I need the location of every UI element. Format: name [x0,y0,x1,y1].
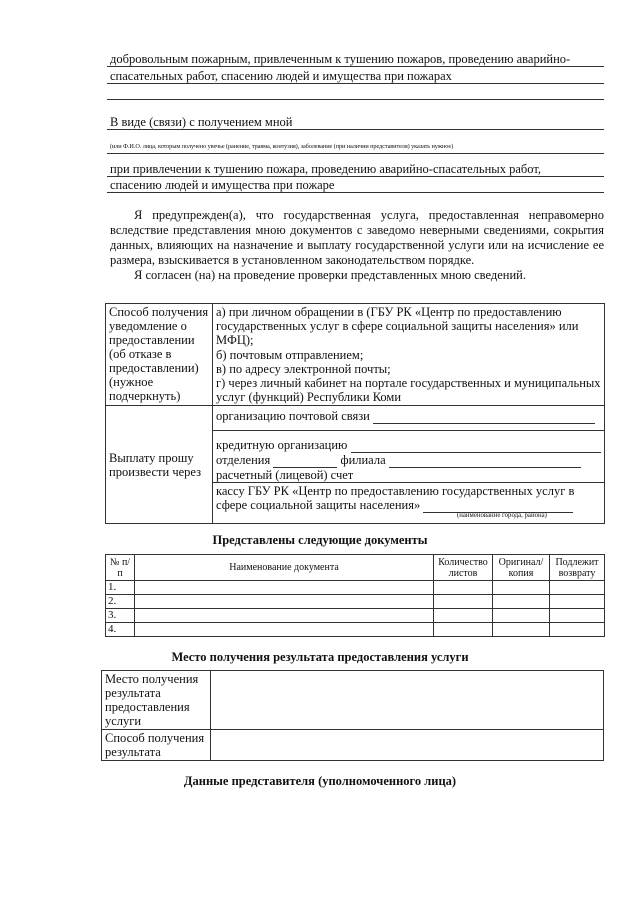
doc-name-cell[interactable] [135,595,434,609]
payment-options-cell [213,406,605,524]
payment-options [213,406,604,523]
docs-col-qty [434,555,493,581]
notify-payment-table [105,303,605,524]
doc-orig-cell[interactable] [493,581,550,595]
warning-paragraph: Я предупрежден(а), что государственная услуга, предоставленная неправомерно вследствие представления мною документов с заведомо неверными сведениями, сокрытия данных, влияющих на назначение и выплату государственной услуги или на исчисление ее размера, взыскивается в установленном законодательством порядке. [110,208,604,267]
payment-cash-label: кассу ГБУ РК «Центр по предоставлению государственных услуг в сфере социальной защиты населения» [216,484,575,512]
payment-account-input[interactable] [356,468,586,483]
payment-label: Выплату прошу произвести через [109,450,202,479]
top-line-1: добровольным пожарным, привлеченным к тушению пожаров, проведению аварийно- [110,52,571,66]
result-method-label: Способ получения результата [105,731,205,759]
doc-qty-cell[interactable] [434,595,493,609]
table-row [106,609,605,623]
payment-branch-a-input[interactable] [273,453,337,468]
row-num: 4. [106,623,135,637]
doc-name-cell[interactable] [135,609,434,623]
row-num: 2. [106,595,135,609]
underline [107,66,604,67]
payment-branch-b-input[interactable] [389,453,581,468]
docs-col-name-label: Наименование документа [229,562,339,573]
notify-label: Способ получения уведомление о предоставлении (об отказе в предоставлении) (нужное подчеркнуть) [109,305,209,403]
notify-option-b[interactable]: б) почтовым отправлением; [216,348,364,362]
docs-col-num [106,555,135,581]
divider [213,430,605,431]
table-row [106,623,605,637]
doc-ret-cell[interactable] [550,581,605,595]
representative-title: Данные представителя (уполномоченного лица) [183,774,457,788]
doc-ret-cell[interactable] [550,595,605,609]
doc-orig-cell[interactable] [493,609,550,623]
payment-branch-b: филиала [340,453,386,467]
payment-credit-input[interactable] [351,438,601,453]
docs-title: Представлены следующие документы [212,533,428,547]
doc-name-cell[interactable] [135,581,434,595]
result-place-label-cell [102,671,211,730]
notify-option-d[interactable]: г) через личный кабинет на портале государственных и муниципальных услуг (функций) Республики Коми [216,376,601,404]
payment-label-cell [106,406,213,524]
result-place-input[interactable] [211,671,604,730]
underline [107,83,604,84]
doc-ret-cell[interactable] [550,623,605,637]
docs-col-orig [493,555,550,581]
payment-postal-label: организацию почтовой связи [216,409,370,423]
doc-name-cell[interactable] [135,623,434,637]
relation-line-1: при привлечении к тушению пожара, проведению аварийно-спасательных работ, [110,162,541,176]
table-row [106,581,605,595]
payment-cash[interactable] [213,483,603,514]
doc-orig-cell[interactable] [493,623,550,637]
underline [107,176,604,177]
notify-option-a[interactable]: а) при личном обращении в (ГБУ РК «Центр по предоставлению государственных услуг в сфере социальной защиты населения» или МФЦ); [216,305,579,347]
payment-postal-input[interactable] [373,409,595,424]
docs-col-ret-label: Подлежит возврату [555,556,599,579]
row-num: 3. [106,609,135,623]
underline [107,192,604,193]
relation-line-2: спасению людей и имущества при пожаре [110,178,335,192]
docs-col-ret [550,555,605,581]
table-row [106,595,605,609]
relation-hint: (или Ф.И.О. лица, которым получено увечье (ранение, травма, контузия), заболевание (при наличии представителя) указать нужное) [110,143,454,150]
payment-cash-hint: (наименование города, района) [457,512,547,519]
result-method-label-cell [102,730,211,761]
doc-qty-cell[interactable] [434,581,493,595]
result-place-label: Место получения результата предоставления услуги [105,672,199,728]
payment-account-label: расчетный (лицевой) счет [216,468,354,482]
payment-branch-a: отделения [216,453,271,467]
relation-label: В виде (связи) с получением мной [110,115,293,129]
blank-line[interactable] [107,153,604,154]
notify-label-cell [106,304,213,406]
docs-col-name [135,555,434,581]
result-title: Место получения результата предоставления услуги [171,650,469,664]
top-line-2: спасательных работ, спасению людей и имущества при пожарах [110,69,452,83]
docs-col-orig-label: Оригинал/ копия [498,556,544,579]
doc-qty-cell[interactable] [434,623,493,637]
docs-table [105,554,605,637]
blank-line[interactable] [107,99,604,100]
doc-orig-cell[interactable] [493,595,550,609]
consent-paragraph: Я согласен (на) на проведение проверки представленных мною сведений. [134,268,526,282]
result-method-input[interactable] [211,730,604,761]
row-num: 1. [106,581,135,595]
docs-col-num-label: № п/п [109,556,131,579]
relation-input-line[interactable] [107,129,604,130]
result-table [101,670,604,761]
doc-qty-cell[interactable] [434,609,493,623]
doc-ret-cell[interactable] [550,609,605,623]
payment-credit-label: кредитную организацию [216,438,348,452]
docs-col-qty-label: Количество листов [438,556,488,579]
payment-cash-input[interactable] [423,498,573,513]
notify-options-cell [213,304,605,406]
notify-option-c[interactable]: в) по адресу электронной почты; [216,362,391,376]
warning-block [110,208,604,283]
payment-postal[interactable] [213,408,598,425]
